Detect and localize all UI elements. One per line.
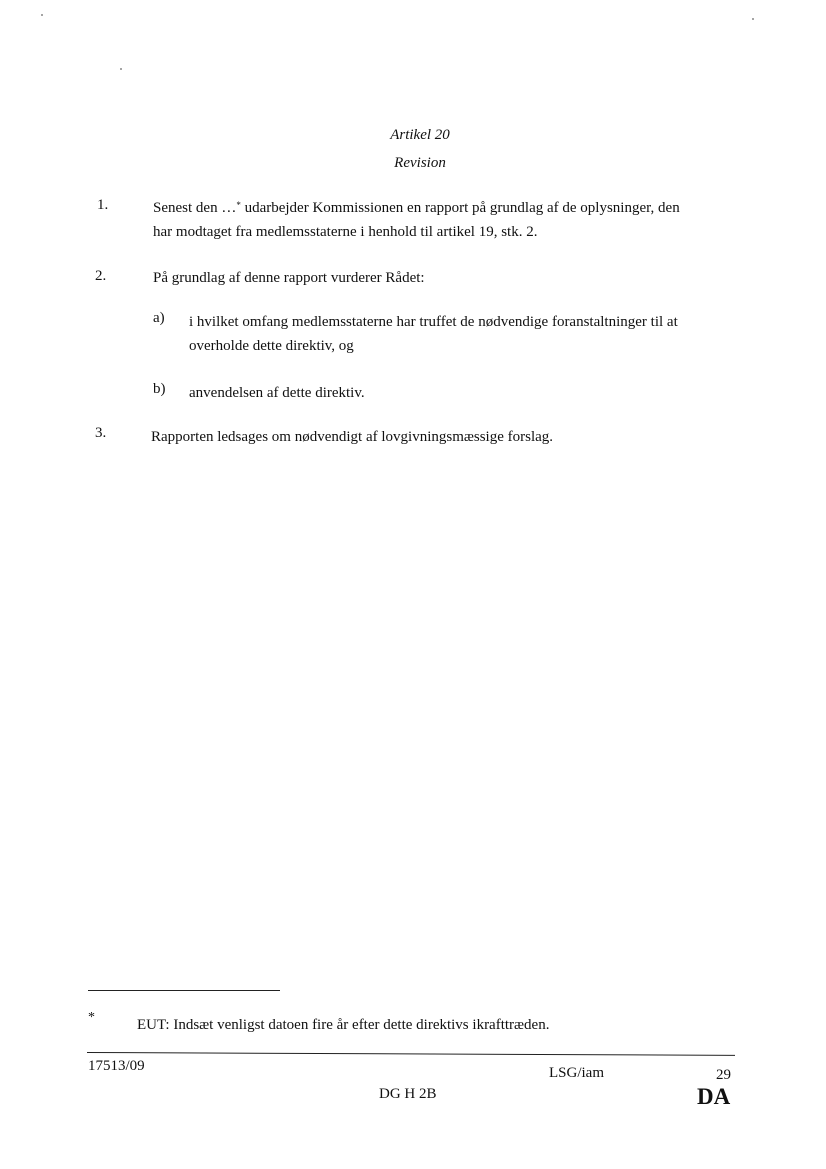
subitem-label: a) — [153, 310, 165, 326]
article-title: Artikel 20 — [390, 127, 450, 143]
item-2-text: På grundlag af denne rapport vurderer Rådet: — [153, 270, 425, 286]
document-number: 17513/09 — [88, 1058, 145, 1074]
subitem-label: b) — [153, 381, 166, 397]
item-number: 3. — [95, 425, 107, 441]
scan-speck — [752, 18, 754, 20]
footnote-reference: * — [236, 200, 241, 210]
article-subtitle: Revision — [394, 155, 446, 171]
subitem-b-text: anvendelsen af dette direktiv. — [189, 385, 365, 401]
author-initials: LSG/iam — [549, 1065, 604, 1081]
subitem-a-line-1: i hvilket omfang medlemsstaterne har truffet de nødvendige foranstaltninger til at — [189, 314, 678, 330]
item-number: 2. — [95, 268, 107, 284]
scan-speck — [41, 14, 43, 16]
scan-speck — [120, 68, 122, 70]
language-code: DA — [697, 1084, 731, 1109]
item-1-line-2: har modtaget fra medlemsstaterne i henhold til artikel 19, stk. 2. — [153, 224, 538, 240]
item-1-line-1: Senest den …* udarbejder Kommissionen en rapport på grundlag af de oplysninger, den — [153, 200, 680, 216]
item-1-text — [153, 196, 753, 244]
page-number: 29 — [716, 1067, 731, 1083]
item-3-text: Rapporten ledsages om nødvendigt af lovgivningsmæssige forslag. — [151, 429, 554, 445]
subitem-a-text — [189, 310, 749, 358]
footnote-text: EUT: Indsæt venligst datoen fire år efter dette direktivs ikrafttræden. — [137, 1017, 550, 1033]
subitem-a-line-2: overholde dette direktiv, og — [189, 338, 354, 354]
department-code: DG H 2B — [379, 1086, 437, 1102]
item-number: 1. — [97, 197, 109, 213]
footer-rule — [87, 1052, 735, 1056]
footnote-mark: * — [88, 1010, 95, 1025]
footnote-separator — [88, 990, 280, 991]
